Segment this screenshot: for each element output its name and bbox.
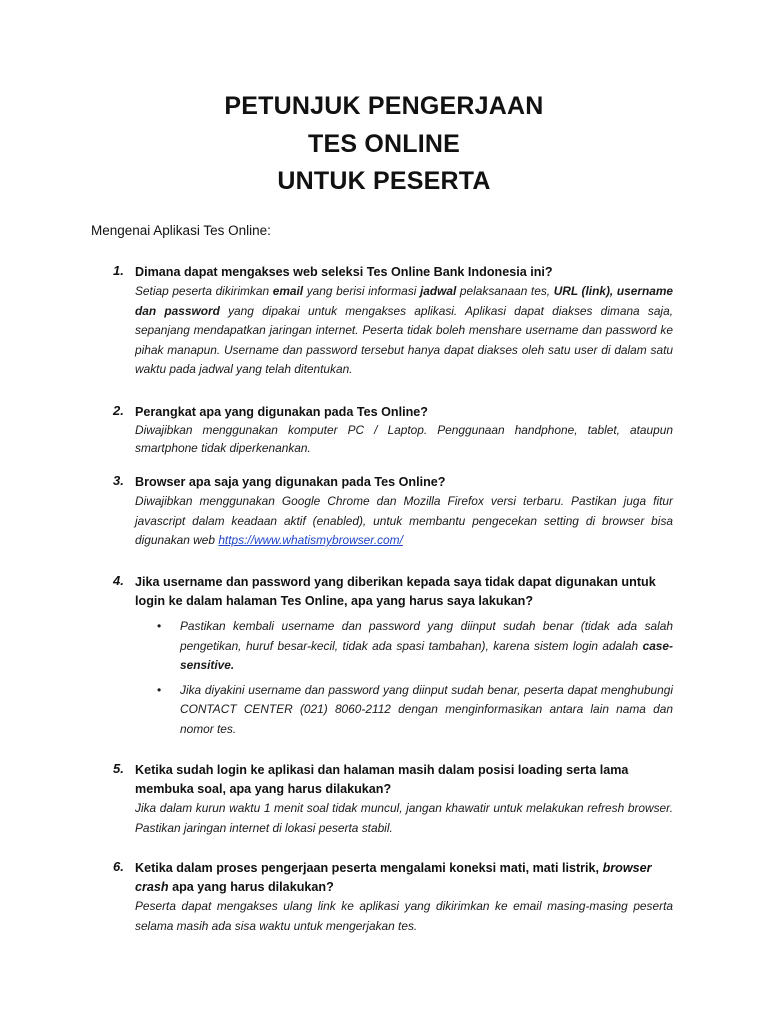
faq-item-2 — [113, 403, 673, 457]
faq-item-4 — [113, 573, 673, 744]
faq-answer: Peserta dapat mengakses ulang link ke aplikasi yang dikirimkan ke email masing-masing peserta selama masih ada sisa waktu untuk mengerjakan tes. — [135, 899, 673, 933]
faq-answer: Jika dalam kurun waktu 1 menit soal tidak muncul, jangan khawatir untuk melakukan refresh browser. Pastikan jaringan internet di lokasi peserta stabil. — [135, 801, 673, 835]
faq-question: Ketika sudah login ke aplikasi dan halaman masih dalam posisi loading serta lama membuka soal, apa yang harus dilakukan? — [135, 763, 629, 796]
faq-bullet-item: • Pastikan kembali username dan password yang diinput sudah benar (tidak ada salah pengetikan, huruf besar-kecil, tidak ada spasi tambahan), karena sistem login adalah case-sensitive. — [157, 619, 673, 672]
faq-number: 1. — [113, 263, 124, 278]
bullet-dot: • — [157, 682, 162, 697]
faq-question: Ketika dalam proses pengerjaan peserta mengalami koneksi mati, mati listrik, browser crash apa yang harus dilakukan? — [135, 861, 652, 894]
faq-item-1 — [113, 263, 673, 380]
faq-answer: Setiap peserta dikirimkan email yang berisi informasi jadwal pelaksanaan tes, URL (link), username dan password yang dipakai untuk mengakses aplikasi. Aplikasi dapat diakses dimana saja, sepanjang mendapatkan jaringan internet. Peserta tidak boleh menshare username dan password ke pihak manapun. Username dan password tersebut hanya dapat diakses oleh satu user di dalam satu waktu pada jadwal yang telah ditentukan. — [135, 284, 674, 376]
faq-bullet-item: • Jika diyakini username dan password yang diinput sudah benar, peserta dapat menghubungi CONTACT CENTER (021) 8060-2112 dengan menginformasikan antara lain nama dan nomor tes. — [157, 682, 673, 736]
faq-number: 3. — [113, 473, 124, 488]
bullet-dot: • — [157, 619, 162, 633]
faq-item-6 — [113, 859, 673, 936]
faq-bullet-list — [135, 617, 673, 739]
faq-item-3 — [113, 473, 673, 551]
faq-number: 4. — [113, 573, 124, 588]
document-title-line-2: TES ONLINE — [307, 130, 460, 158]
browser-check-link[interactable]: https://www.whatismybrowser.com/ — [218, 533, 403, 547]
document-title-line-3: UNTUK PESERTA — [277, 167, 491, 195]
faq-question: Perangkat apa yang digunakan pada Tes Online? — [135, 405, 428, 419]
faq-answer: Diwajibkan menggunakan Google Chrome dan Mozilla Firefox versi terbaru. Pastikan juga fitur javascript dalam keadaan aktif (enabled), untuk membantu pengecekan setting di browser bisa digunakan web https://www.whatismybrowser.com/ — [135, 494, 673, 547]
faq-number: 6. — [113, 859, 124, 874]
faq-number: 5. — [113, 761, 124, 776]
document-title-line-1: PETUNJUK PENGERJAAN — [224, 92, 544, 120]
faq-item-5 — [113, 761, 673, 838]
faq-answer: Diwajibkan menggunakan komputer PC / Laptop. Penggunaan handphone, tablet, ataupun smartphone tidak diperkenankan. — [135, 423, 673, 455]
section-heading: Mengenai Aplikasi Tes Online: — [91, 223, 271, 238]
faq-question: Dimana dapat mengakses web seleksi Tes Online Bank Indonesia ini? — [135, 265, 553, 279]
faq-number: 2. — [113, 403, 124, 418]
faq-question: Jika username dan password yang diberikan kepada saya tidak dapat digunakan untuk login ke dalam halaman Tes Online, apa yang harus saya lakukan? — [135, 575, 656, 608]
faq-question: Browser apa saja yang digunakan pada Tes Online? — [135, 475, 446, 489]
